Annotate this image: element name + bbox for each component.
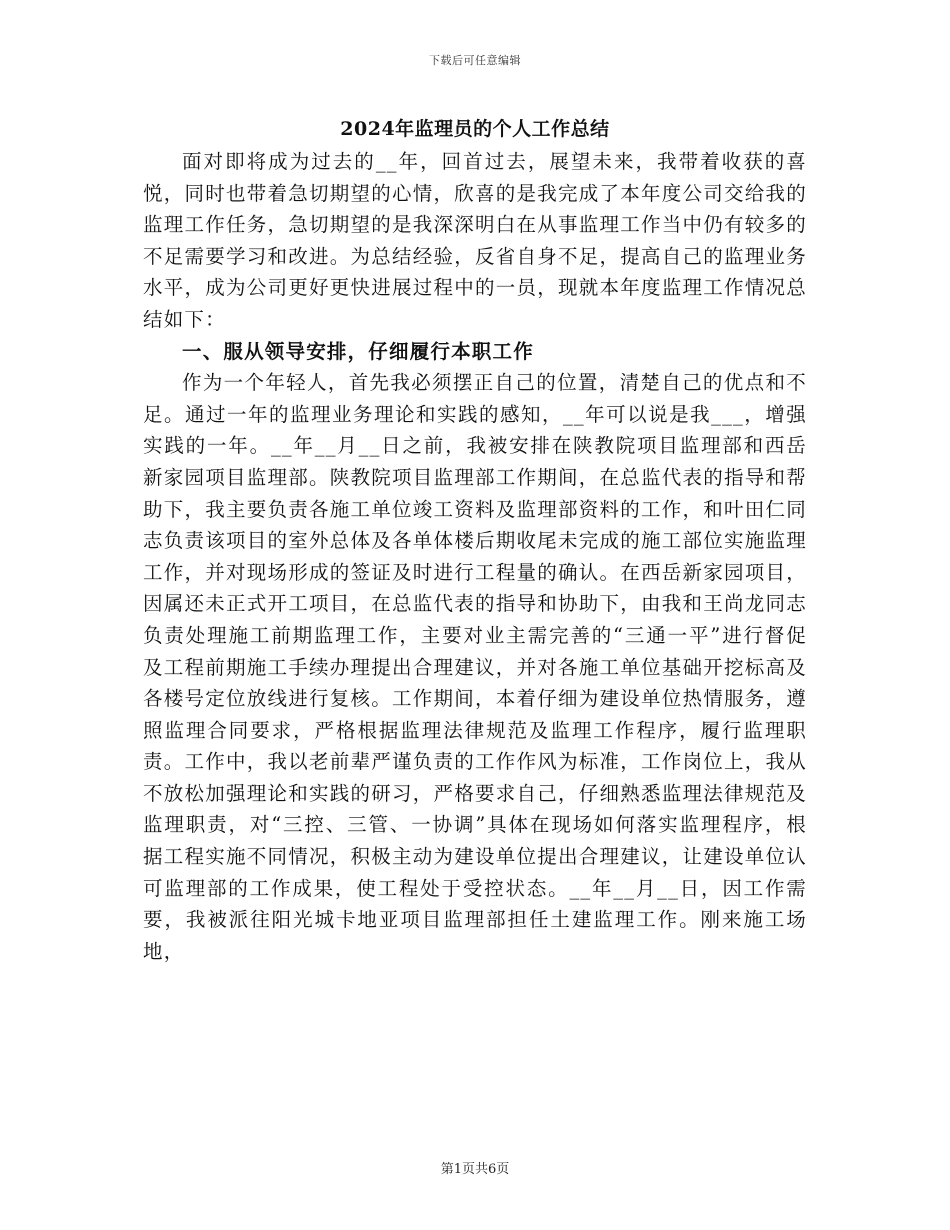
document-body (143, 146, 807, 967)
page-header-note: 下载后可任意编辑 (429, 54, 521, 67)
intro-paragraph: 面对即将成为过去的__年，回首过去，展望未来，我带着收获的喜悦，同时也带着急切期望的心情，欣喜的是我完成了本年度公司交给我的监理工作任务，急切期望的是我深深明白在从事监理工作当中仍有较多的不足需要学习和改进。为总结经验，反省自身不足，提高自己的监理业务水平，成为公司更好更快进展过程中的一员，现就本年度监理工作情况总结如下： (143, 150, 807, 331)
section-heading: 一、服从领导安排，仔细履行本职工作 (182, 339, 534, 363)
document-title: 2024年监理员的个人工作总结 (340, 118, 610, 140)
section-paragraph: 作为一个年轻人，首先我必须摆正自己的位置，清楚自己的优点和不足。通过一年的监理业务理论和实践的感知，__年可以说是我___，增强实践的一年。__年__月__日之前，我被安排在陕教院项目监理部和西岳新家园项目监理部。陕教院项目监理部工作期间，在总监代表的指导和帮助下，我主要负责各施工单位竣工资料及监理部资料的工作，和叶田仁同志负责该项目的室外总体及各单体楼后期收尾未完成的施工部位实施监理工作，并对现场形成的签证及时进行工程量的确认。在西岳新家园项目，因属还未正式开工项目，在总监代表的指导和协助下，由我和王尚龙同志负责处理施工前期监理工作，主要对业主需完善的“三通一平”进行督促及工程前期施工手续办理提出合理建议，并对各施工单位基础开挖标高及各楼号定位放线进行复核。工作期间，本着仔细为建设单位热情服务，遵照监理合同要求，严格根据监理法律规范及监理工作程序，履行监理职责。工作中，我以老前辈严谨负责的工作作风为标准，工作岗位上，我从不放松加强理论和实践的研习，严格要求自己，仔细熟悉监理法律规范及监理职责，对“三控、三管、一协调”具体在现场如何落实监理程序，根据工程实施不同情况，积极主动为建设单位提出合理建议，让建设单位认可监理部的工作成果，使工程处于受控状态。__年__月__日，因工作需要，我被派往阳光城卡地亚项目监理部担任土建监理工作。刚来施工场地， (143, 371, 807, 963)
page-number-footer: 第1页共6页 (440, 1162, 510, 1177)
